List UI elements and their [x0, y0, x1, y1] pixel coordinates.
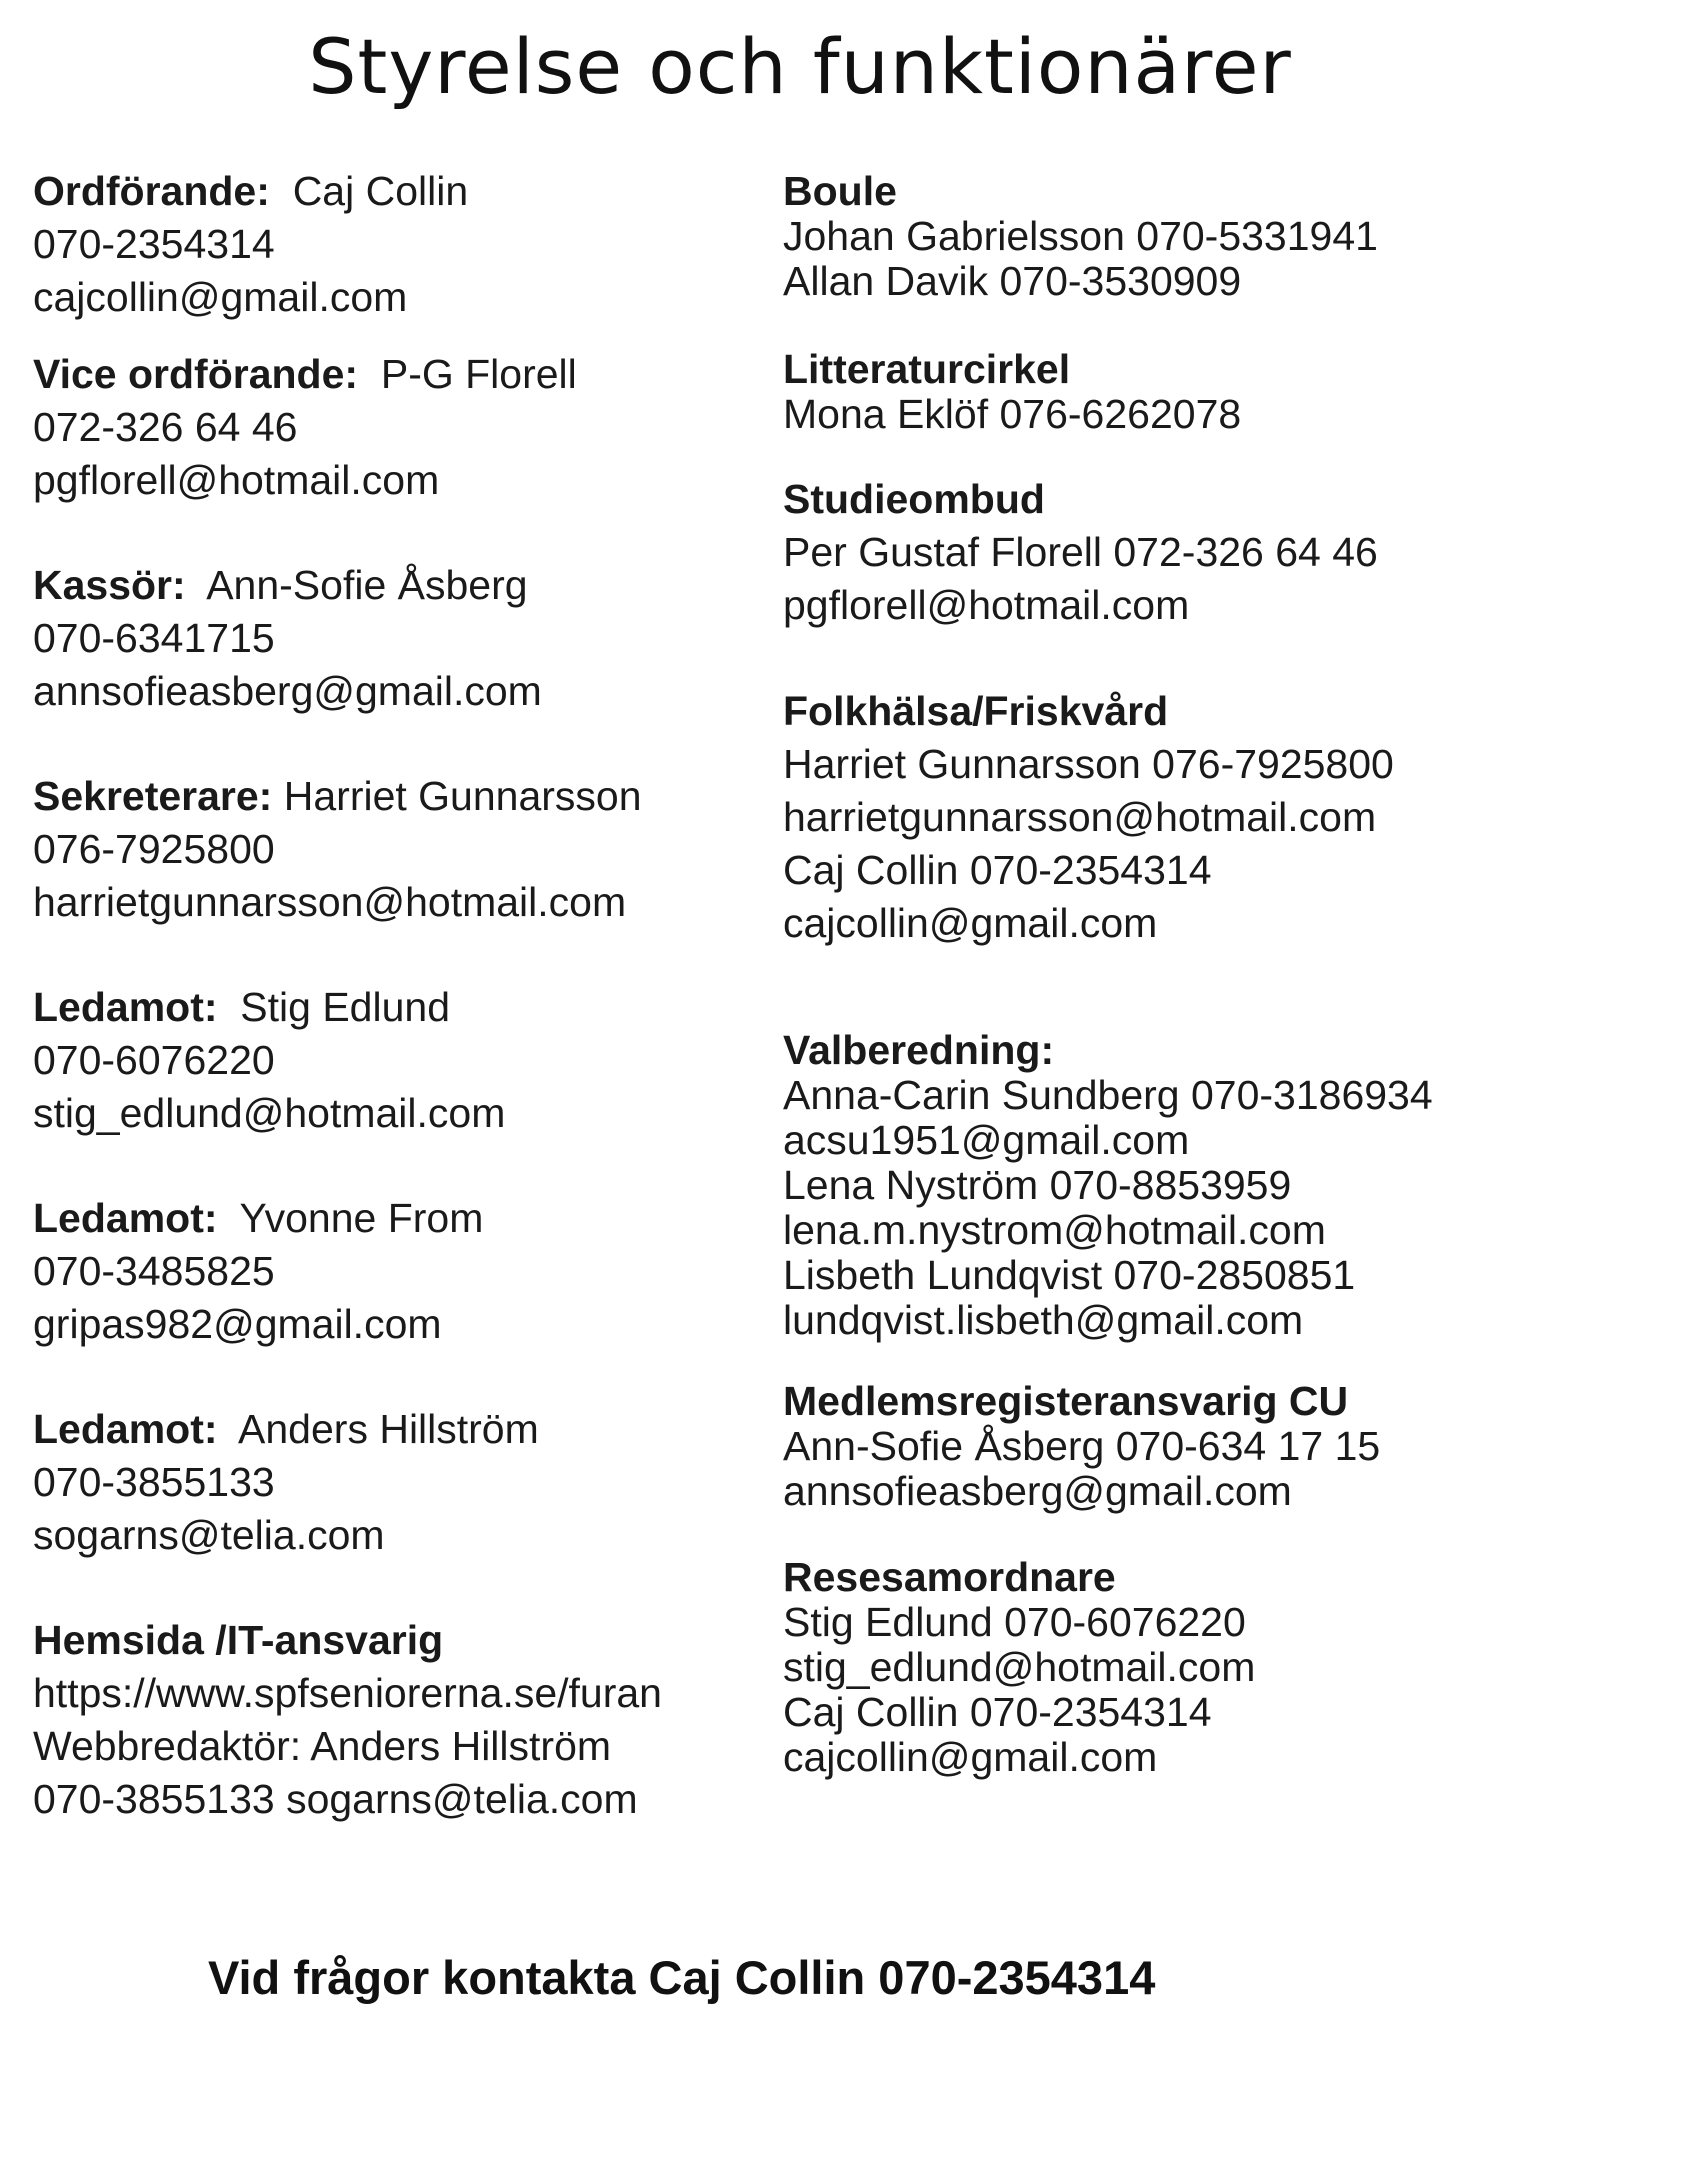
website-link[interactable]: https://www.spfseniorerna.se/furan	[33, 1670, 662, 1716]
role-label: Ledamot:	[33, 984, 218, 1030]
email-address[interactable]: stig_edlund@hotmail.com	[33, 1090, 506, 1136]
folkhalsa-block	[783, 685, 1683, 950]
person-name: Anders Hillström	[238, 1406, 539, 1452]
role-label: Vice ordförande:	[33, 351, 359, 397]
section-heading: Folkhälsa/Friskvård	[783, 688, 1169, 734]
contact-line: Johan Gabrielsson 070-5331941	[783, 213, 1378, 259]
role-label: Kassör:	[33, 562, 186, 608]
email-address[interactable]: cajcollin@gmail.com	[783, 900, 1158, 946]
section-heading: Litteraturcirkel	[783, 346, 1071, 392]
vice-ordforande-block	[33, 348, 753, 507]
kassor-block	[33, 559, 753, 718]
ledamot-block	[33, 981, 753, 1140]
email-address[interactable]: annsofieasberg@gmail.com	[33, 668, 542, 714]
ledamot-block	[33, 1192, 753, 1351]
web-editor: Webbredaktör: Anders Hillström	[33, 1723, 612, 1769]
phone-number: 070-6341715	[33, 615, 275, 661]
email-address[interactable]: lundqvist.lisbeth@gmail.com	[783, 1297, 1304, 1343]
person-name: P-G Florell	[380, 351, 577, 397]
role-label: Ordförande:	[33, 168, 270, 214]
contact-line: Anna-Carin Sundberg 070-3186934	[783, 1072, 1433, 1118]
ledamot-block	[33, 1403, 753, 1562]
resesamordnare-block	[783, 1555, 1683, 1780]
contact-line: Caj Collin 070-2354314	[783, 847, 1212, 893]
contact-line: Stig Edlund 070-6076220	[783, 1599, 1246, 1645]
litteraturcirkel-block	[783, 347, 1683, 437]
person-name: Yvonne From	[239, 1195, 484, 1241]
page-title: Styrelse och funktionärer	[308, 22, 1292, 111]
section-heading: Medlemsregisteransvarig CU	[783, 1378, 1349, 1424]
contact-line: Per Gustaf Florell 072-326 64 46	[783, 529, 1378, 575]
email-address[interactable]: cajcollin@gmail.com	[33, 274, 408, 320]
medlemsregister-block	[783, 1379, 1683, 1514]
email-address[interactable]: harrietgunnarsson@hotmail.com	[33, 879, 627, 925]
footer-contact: Vid frågor kontakta Caj Collin 070-2354314	[208, 1951, 1156, 2004]
role-label: Ledamot:	[33, 1195, 218, 1241]
role-label: Hemsida /IT-ansvarig	[33, 1617, 444, 1663]
email-address[interactable]: cajcollin@gmail.com	[783, 1734, 1158, 1780]
email-address[interactable]: sogarns@telia.com	[33, 1512, 385, 1558]
contact-line: 070-3855133 sogarns@telia.com	[33, 1776, 638, 1822]
contact-line: Allan Davik 070-3530909	[783, 258, 1242, 304]
email-address[interactable]: lena.m.nystrom@hotmail.com	[783, 1207, 1326, 1253]
contact-line: Lena Nyström 070-8853959	[783, 1162, 1292, 1208]
contact-line: Ann-Sofie Åsberg 070-634 17 15	[783, 1423, 1381, 1469]
phone-number: 070-6076220	[33, 1037, 275, 1083]
email-address[interactable]: acsu1951@gmail.com	[783, 1117, 1190, 1163]
valberedning-block	[783, 1028, 1683, 1343]
phone-number: 070-3855133	[33, 1459, 275, 1505]
phone-number: 072-326 64 46	[33, 404, 298, 450]
email-address[interactable]: pgflorell@hotmail.com	[33, 457, 440, 503]
hemsida-block	[33, 1614, 753, 1826]
person-name: Harriet Gunnarsson	[283, 773, 642, 819]
email-address[interactable]: harrietgunnarsson@hotmail.com	[783, 794, 1377, 840]
role-label: Sekreterare:	[33, 773, 273, 819]
section-heading: Boule	[783, 168, 897, 214]
role-label: Ledamot:	[33, 1406, 218, 1452]
contact-line: Lisbeth Lundqvist 070-2850851	[783, 1252, 1356, 1298]
phone-number: 070-2354314	[33, 221, 275, 267]
ordforande-block	[33, 165, 753, 324]
section-heading: Resesamordnare	[783, 1554, 1116, 1600]
person-name: Ann-Sofie Åsberg	[206, 562, 528, 608]
phone-number: 070-3485825	[33, 1248, 275, 1294]
contact-line: Caj Collin 070-2354314	[783, 1689, 1212, 1735]
email-address[interactable]: annsofieasberg@gmail.com	[783, 1468, 1292, 1514]
phone-number: 076-7925800	[33, 826, 275, 872]
person-name: Stig Edlund	[240, 984, 451, 1030]
boule-block	[783, 169, 1683, 304]
sekreterare-block	[33, 770, 753, 929]
section-heading: Valberedning:	[783, 1027, 1055, 1073]
email-address[interactable]: pgflorell@hotmail.com	[783, 582, 1190, 628]
section-heading: Studieombud	[783, 476, 1045, 522]
email-address[interactable]: gripas982@gmail.com	[33, 1301, 442, 1347]
studieombud-block	[783, 473, 1683, 632]
contact-line: Harriet Gunnarsson 076-7925800	[783, 741, 1394, 787]
person-name: Caj Collin	[292, 168, 469, 214]
email-address[interactable]: stig_edlund@hotmail.com	[783, 1644, 1256, 1690]
contact-line: Mona Eklöf 076-6262078	[783, 391, 1242, 437]
